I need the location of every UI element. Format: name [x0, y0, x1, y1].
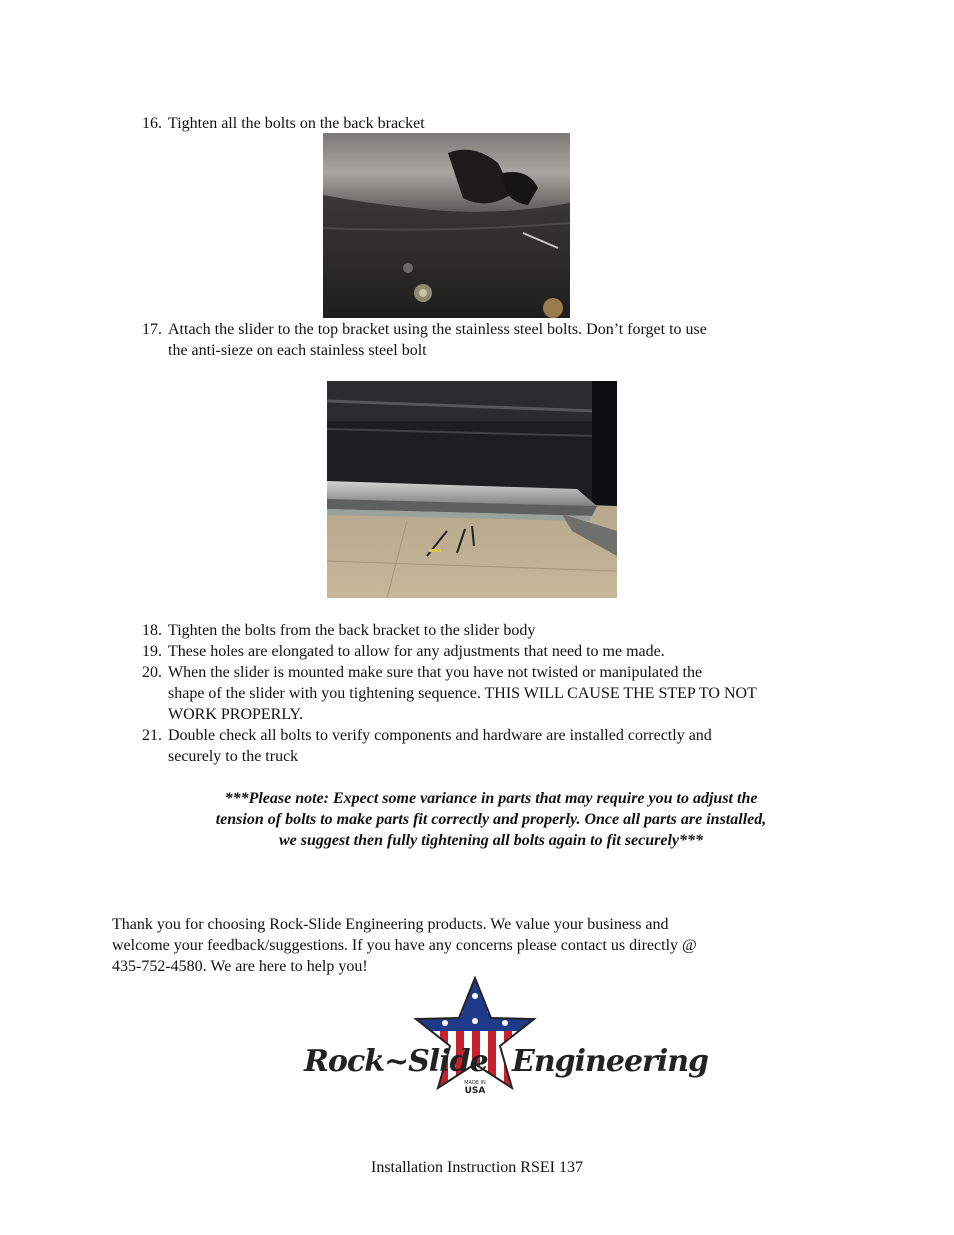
step-17-text-line-1: Attach the slider to the top bracket using the stainless steel bolts. Don’t forget to use	[168, 321, 707, 338]
thanks-line-1: Thank you for choosing Rock-Slide Engineering products. We value your business and	[112, 916, 669, 933]
step-18-number: 18.	[142, 622, 162, 639]
step-20-number: 20.	[142, 664, 162, 681]
logo-made-in: MADE IN	[464, 1080, 486, 1086]
step-21-text-line-1: Double check all bolts to verify components and hardware are installed correctly and	[168, 727, 712, 744]
step-16-text: Tighten all the bolts on the back bracket	[168, 115, 425, 132]
variance-note-line-3: we suggest then fully tightening all bolts again to fit securely***	[278, 832, 704, 849]
step-19-text: These holes are elongated to allow for any adjustments that need to me made.	[168, 643, 665, 660]
step-20-text-line-3: WORK PROPERLY.	[168, 706, 304, 723]
back-bracket-photo	[323, 133, 570, 318]
thanks-line-2: welcome your feedback/suggestions. If you have any concerns please contact us directly @	[112, 937, 697, 954]
step-16-number: 16.	[142, 115, 162, 132]
step-19-number: 19.	[142, 643, 162, 660]
footer-document-id: Installation Instruction RSEI 137	[371, 1159, 583, 1176]
step-17-text-line-2: the anti-sieze on each stainless steel bolt	[168, 342, 427, 359]
variance-note-line-2: tension of bolts to make parts fit correctly and properly. Once all parts are installed,	[215, 811, 767, 828]
logo-left-text: Rock~Slide	[304, 1044, 488, 1079]
thanks-line-3: 435-752-4580. We are here to help you!	[112, 958, 368, 975]
step-21-text-line-2: securely to the truck	[168, 748, 299, 765]
variance-note-line-1: ***Please note: Expect some variance in parts that may require you to adjust the	[224, 790, 758, 807]
logo-right-text: Engineering	[512, 1044, 709, 1079]
step-20-text-line-1: When the slider is mounted make sure that you have not twisted or manipulated the	[168, 664, 703, 681]
logo-usa: USA	[464, 1086, 486, 1096]
step-18-text: Tighten the bolts from the back bracket to the slider body	[168, 622, 536, 639]
slider-mounted-photo	[327, 381, 617, 598]
step-17-number: 17.	[142, 321, 162, 338]
step-21-number: 21.	[142, 727, 162, 744]
rock-slide-engineering-logo	[300, 976, 709, 1101]
step-20-text-line-2: shape of the slider with you tightening sequence. THIS WILL CAUSE THE STEP TO NOT	[168, 685, 757, 702]
